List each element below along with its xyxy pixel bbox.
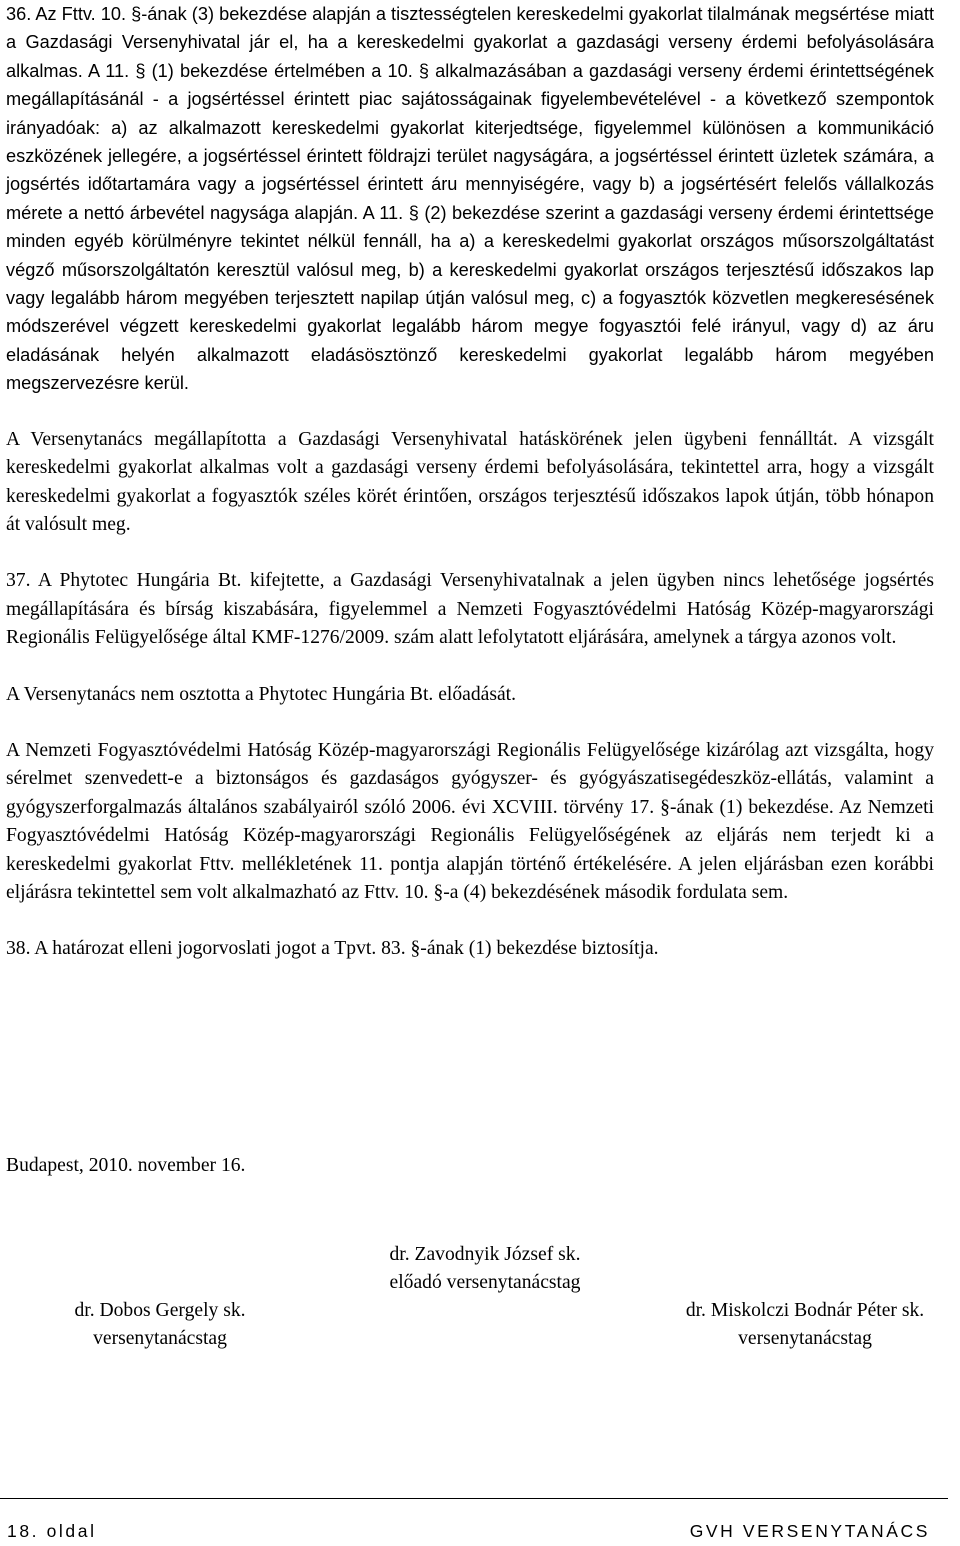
- signature-middle-name: dr. Zavodnyik József sk.: [389, 1244, 581, 1265]
- paragraph-rejection: A Versenytanács nem osztotta a Phytotec Hungária Bt. előadását.: [6, 683, 517, 705]
- paragraph-authority-finding: A Versenytanács megállapította a Gazdasági Versenyhivatal hatáskörének jelen ügybeni fennálltát. A vizsgált kereskedelmi gyakorlat alkalmas volt a gazdasági verseny érdemi befolyásolására, tekintettel arra, hogy a vizsgált kereskedelmi gyakorlat a fogyasztók széles körét érintően, országos terjesztésű időszakos lapok útján, több hónapon át valósult meg.: [6, 428, 934, 535]
- signature-right: [650, 1297, 960, 1354]
- signature-middle-role: előadó versenytanácstag: [389, 1272, 581, 1294]
- document-body: [6, 0, 934, 992]
- signature-middle: [340, 1241, 630, 1298]
- paragraph-36: 36. Az Fttv. 10. §-ának (3) bekezdése alapján a tisztességtelen kereskedelmi gyakorlat tilalmának megsértése miatt a Gazdasági Versenyhivatal jár el, ha a kereskedelmi gyakorlat a gazdasági verseny érdemi befolyásolására alkalmas. A 11. § (1) bekezdése értelmében a 10. § alkalmazásában a gazdasági verseny érdemi érintettségének megállapításánál - a jogsértéssel érintett piac sajátosságainak figyelembevételével - a következő szempontok irányadóak: a) az alkalmazott kereskedelmi gyakorlat kiterjedtsége, figyelemmel különösen a kommunikáció eszközének jellegére, a jogsértéssel érintett földrajzi terület nagyságára, a jogsértéssel érintett üzletek számára, a jogsértés időtartamára vagy a jogsértéssel érintett áru mennyiségére, vagy b) a jogsértésért felelős vállalkozás mérete a nettó árbevétel nagysága alapján. A 11. § (2) bekezdése szerint a gazdasági verseny érdemi érintettsége minden egyéb körülményre tekintet nélkül fennáll, ha a) a kereskedelmi gyakorlat országos műsorszolgáltatást végző műsorszolgáltatón keresztül valósul meg, b) a kereskedelmi gyakorlat országos terjesztésű időszakos lap vagy legalább három megyében terjesztett napilap útján valósul meg, c) a fogyasztók közvetlen megkeresésének módszerével végzett kereskedelmi gyakorlat legalább három megye fogyasztói felé irányul, vagy d) az áru eladásának helyén alkalmazott eladásösztönző kereskedelmi gyakorlat legalább három megyében megszervezésre kerül.: [6, 4, 934, 394]
- footer-divider: [0, 1498, 948, 1499]
- footer-page-number: 18. oldal: [7, 1521, 97, 1541]
- signature-right-name: dr. Miskolczi Bodnár Péter sk.: [685, 1300, 925, 1321]
- signature-left-name: dr. Dobos Gergely sk.: [74, 1300, 246, 1321]
- footer-agency: GVH VERSENYTANÁCS: [689, 1521, 930, 1541]
- paragraph-38: 38. A határozat elleni jogorvoslati jogot a Tpvt. 83. §-ának (1) bekezdése biztosítja.: [6, 938, 659, 960]
- document-date: Budapest, 2010. november 16.: [6, 1155, 246, 1176]
- signature-left-role: versenytanácstag: [93, 1328, 227, 1350]
- signature-left: [40, 1297, 280, 1354]
- paragraph-37: 37. A Phytotec Hungária Bt. kifejtette, a Gazdasági Versenyhivatalnak a jelen ügyben nincs lehetősége jogsértés megállapítására és bírság kiszabására, figyelemmel a Nemzeti Fogyasztóvédelmi Hatóság Közép-magyarországi Regionális Felügyelősége által KMF-1276/2009. szám alatt lefolytatott eljárására, amelynek a tárgya azonos volt.: [6, 570, 934, 649]
- paragraph-consumer-authority: A Nemzeti Fogyasztóvédelmi Hatóság Közép-magyarországi Regionális Felügyelősége kizárólag azt vizsgálta, hogy sérelmet szenvedett-e a biztonságos és gazdaságos gyógyszer- és gyógyászatisegédeszköz-ellátás, valamint a gyógyszerforgalmazás általános szabályairól szóló 2006. évi XCVIII. törvény 17. §-ának (1) bekezdése. Az Nemzeti Fogyasztóvédelmi Hatóság Közép-magyarországi Regionális Felügyelőségének az eljárás nem terjedt ki a kereskedelmi gyakorlat Fttv. mellékletének 11. pontja alapján történő értékelésére. A jelen eljárásban ezen korábbi eljárásra tekintettel sem volt alkalmazható az Fttv. 10. §-a (4) bekezdésének második fordulata sem.: [6, 739, 934, 903]
- signature-right-role: versenytanácstag: [738, 1328, 872, 1350]
